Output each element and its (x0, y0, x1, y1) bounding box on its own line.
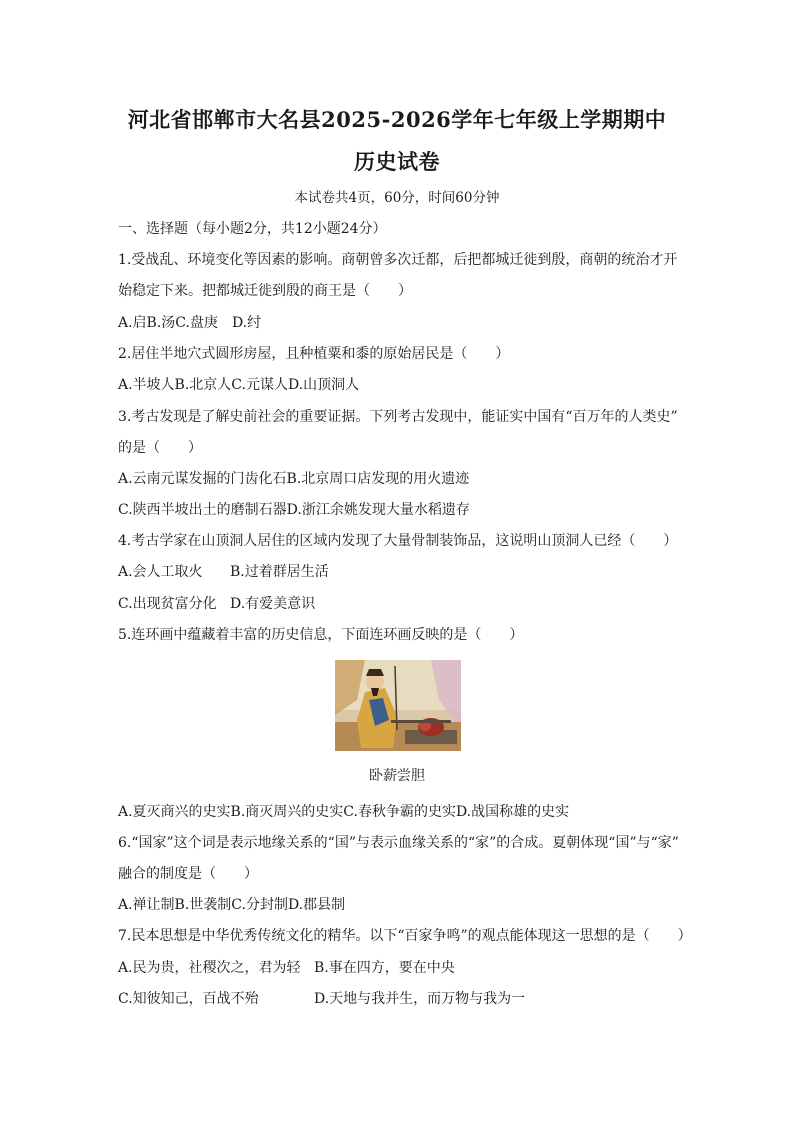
question-6-options: A.禅让制B.世袭制C.分封制D.郡县制 (118, 897, 346, 913)
question-7-option-d: D.天地与我并生，而万物与我为一 (314, 991, 526, 1007)
question-7-option-a: A.民为贵，社稷次之，君为轻 (118, 960, 301, 976)
question-4-options-cd (118, 593, 315, 613)
question-3-options-ab: A.云南元谋发掘的门齿化石B.北京周口店发现的用火遗迹 (118, 471, 470, 487)
question-7-options-ab (118, 957, 455, 977)
question-4-option-c: C.出现贫富分化 (118, 596, 217, 612)
exam-info: 本试卷共4页，60分，时间60分钟 (294, 190, 500, 206)
question-3-options-cd: C.陕西半坡出土的磨制石器D.浙江余姚发现大量水稻遗存 (118, 502, 470, 518)
exam-subject-title: 历史试卷 (354, 149, 440, 174)
question-2-options: A.半坡人B.北京人C.元谋人D.山顶洞人 (118, 377, 360, 393)
question-2-stem: 2.居住半地穴式圆形房屋，且种植粟和黍的原始居民是（ ） (118, 346, 510, 362)
question-1-stem: 1.受战乱、环境变化等因素的影响。商朝曾多次迁都，后把都城迁徙到殷，商朝的统治才开 (118, 252, 678, 268)
question-5-options: A.夏灭商兴的史实B.商灭周兴的史实C.春秋争霸的史实D.战国称雄的史实 (118, 804, 570, 820)
question-7-stem: 7.民本思想是中华优秀传统文化的精华。以下“百家争鸣”的观点能体现这一思想的是（ ） (118, 928, 692, 944)
question-4-option-b: B.过着群居生活 (230, 564, 329, 580)
question-5-stem: 5.连环画中蕴藏着丰富的历史信息，下面连环画反映的是（ ） (118, 627, 524, 643)
question-1-stem-cont: 始稳定下来。把都城迁徙到殷的商王是（ ） (118, 283, 412, 299)
question-4-option-d: D.有爱美意识 (230, 596, 316, 612)
question-6-stem: 6.“国家”这个词是表示地缘关系的“国”与表示血缘关系的“家”的合成。夏朝体现“国”与“家” (118, 835, 679, 851)
comic-caption: 卧薪尝胆 (369, 768, 425, 784)
question-4-option-a: A.会人工取火 (118, 564, 203, 580)
question-3-stem-cont: 的是（ ） (118, 440, 202, 456)
section-heading: 一、选择题（每小题2分，共12小题24分） (118, 221, 387, 237)
question-1-options: A.启B.汤C.盘庚 D.纣 (118, 315, 262, 331)
comic-illustration (335, 660, 461, 751)
question-3-stem: 3.考古发现是了解史前社会的重要证据。下列考古发现中，能证实中国有“百万年的人类史” (118, 409, 678, 425)
question-4-stem: 4.考古学家在山顶洞人居住的区域内发现了大量骨制装饰品，这说明山顶洞人已经（ ） (118, 533, 678, 549)
question-4-options-ab (118, 561, 329, 581)
question-7-option-b: B.事在四方，要在中央 (314, 960, 455, 976)
question-6-stem-cont: 融合的制度是（ ） (118, 866, 258, 882)
exam-title: 河北省邯郸市大名县2025-2026学年七年级上学期期中 (127, 107, 667, 132)
question-7-option-c: C.知彼知己，百战不殆 (118, 991, 259, 1007)
question-7-options-cd (118, 988, 525, 1008)
comic-scene-image (335, 660, 461, 751)
